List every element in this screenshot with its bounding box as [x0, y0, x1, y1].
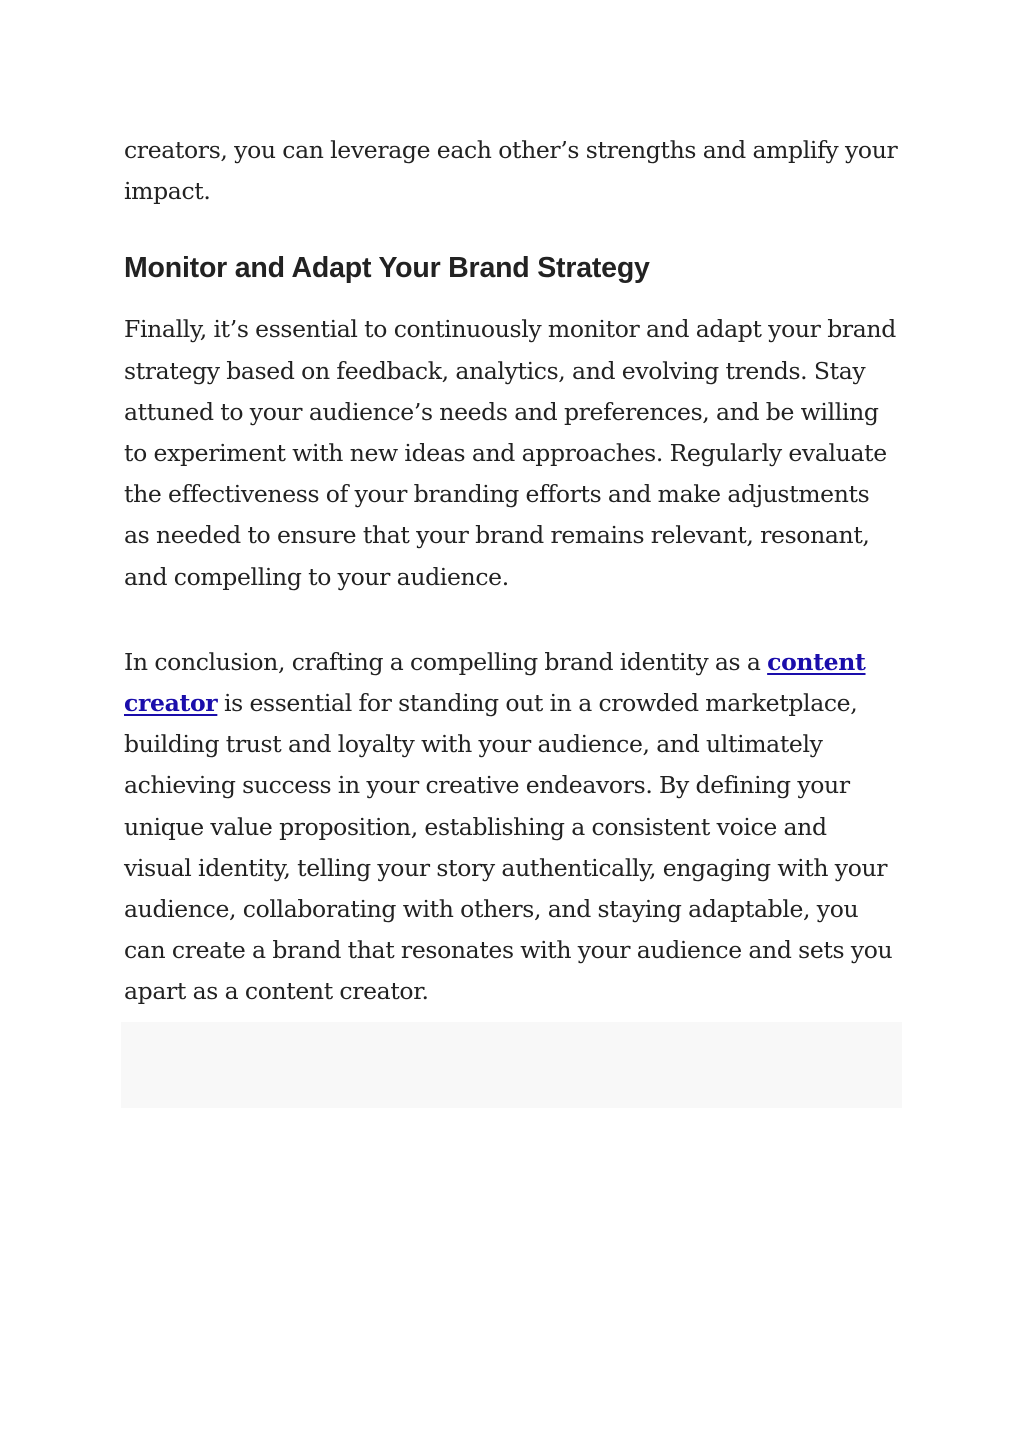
section-paragraph: Finally, it’s essential to continuously monitor and adapt your brand strategy based on feedback, analytics, and evolving trends. Stay attuned to your audience’s needs and preferences, and be willing to experiment with new ideas and approaches. Regularly evaluate the effectiveness of your branding efforts and make adjustments as needed to ensure that your brand remains relevant, resonant, and compelling to your audience. — [124, 315, 896, 591]
article-body — [124, 130, 899, 1013]
conclusion-paragraph — [124, 642, 899, 1013]
conclusion-text-after-link: is essential for standing out in a crowded marketplace, building trust and loyalty with your audience, and ultimately achieving success in your creative endeavors. By defining your unique value proposition, establishing a consistent voice and visual identity, telling your story authentically, engaging with your audience, collaborating with others, and staying adaptable, you can create a brand that resonates with your audience and sets you apart as a content creator. — [124, 689, 893, 1006]
section-heading: Monitor and Adapt Your Brand Strategy — [124, 252, 650, 285]
conclusion-text-before-link: In conclusion, crafting a compelling brand identity as a — [124, 647, 768, 676]
embed-placeholder — [121, 1022, 902, 1108]
content-creator-link[interactable]: content creator — [124, 647, 866, 718]
intro-paragraph: creators, you can leverage each other’s strengths and amplify your impact. — [124, 136, 898, 206]
